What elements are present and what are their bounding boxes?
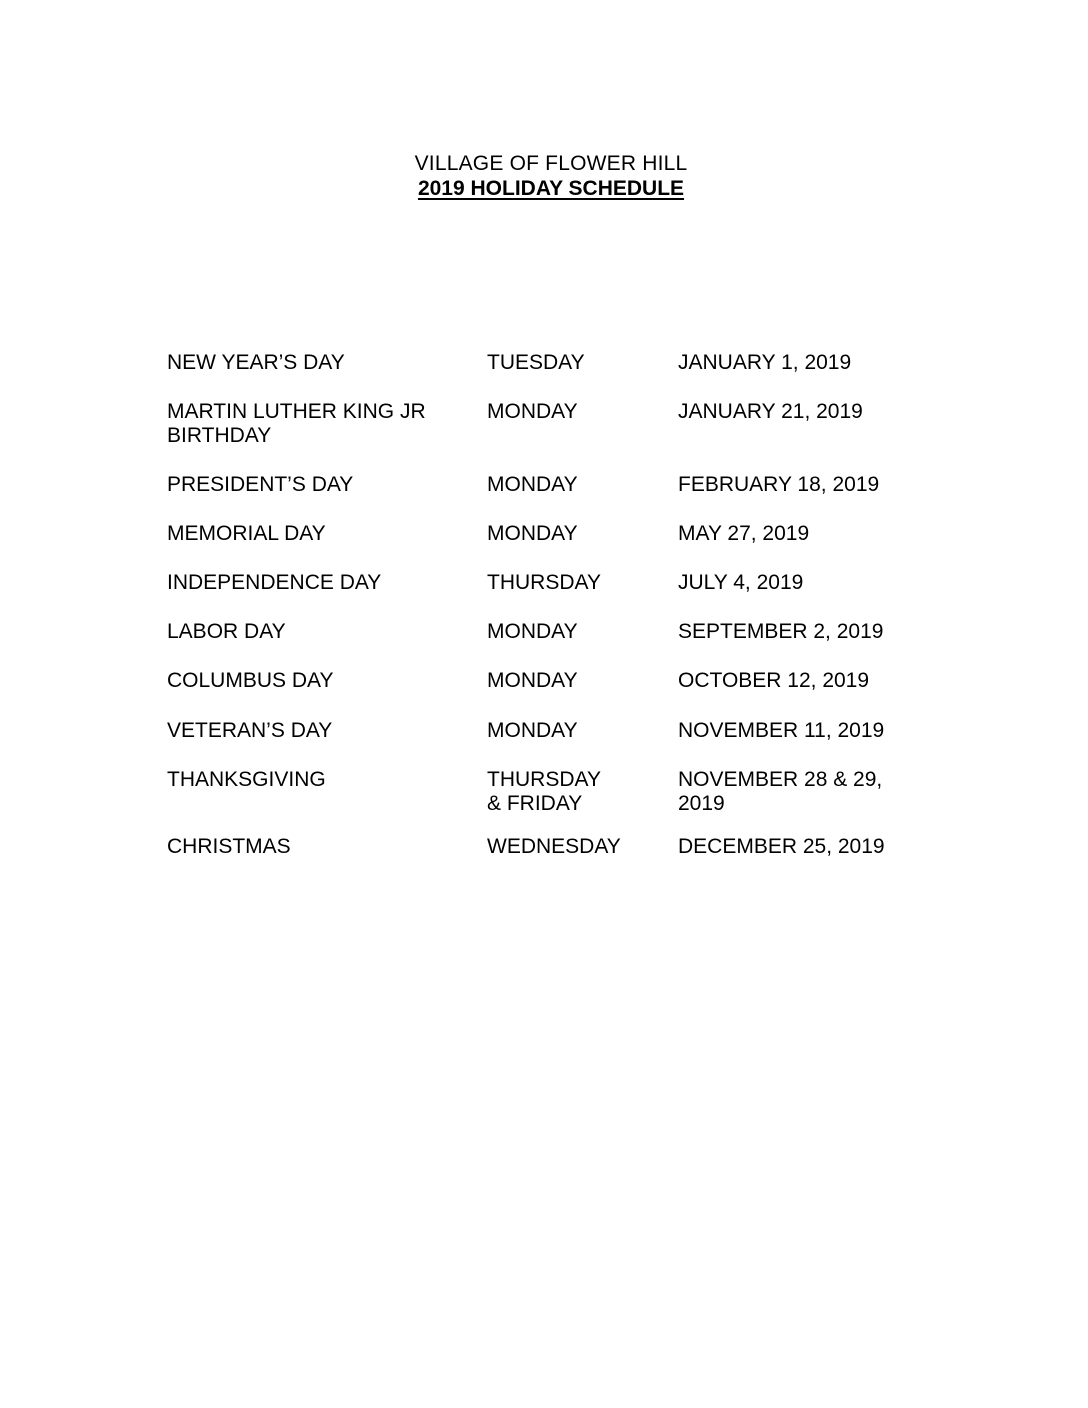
holiday-date: NOVEMBER 11, 2019 bbox=[678, 719, 885, 742]
holiday-date: OCTOBER 12, 2019 bbox=[678, 669, 870, 692]
holiday-name: NEW YEAR’S DAY bbox=[167, 351, 345, 374]
holiday-date: JANUARY 1, 2019 bbox=[678, 351, 852, 374]
holiday-weekday: MONDAY bbox=[487, 719, 578, 742]
holiday-row bbox=[167, 400, 927, 452]
holiday-name: INDEPENDENCE DAY bbox=[167, 571, 382, 594]
holiday-weekday: MONDAY bbox=[487, 669, 578, 692]
holiday-weekday: MONDAY bbox=[487, 400, 578, 423]
holiday-date: NOVEMBER 28 & 29, 2019 bbox=[678, 768, 883, 815]
holiday-row bbox=[167, 620, 927, 672]
holiday-row bbox=[167, 719, 927, 771]
holiday-row bbox=[167, 669, 927, 721]
holiday-date: DECEMBER 25, 2019 bbox=[678, 835, 885, 858]
holiday-weekday: TUESDAY bbox=[487, 351, 585, 374]
holiday-weekday: THURSDAY bbox=[487, 571, 601, 594]
holiday-weekday: THURSDAY & FRIDAY bbox=[487, 768, 601, 815]
holiday-date: SEPTEMBER 2, 2019 bbox=[678, 620, 884, 643]
holiday-date: JANUARY 21, 2019 bbox=[678, 400, 863, 423]
holiday-name: MARTIN LUTHER KING JR BIRTHDAY bbox=[167, 400, 426, 447]
holiday-date: FEBRUARY 18, 2019 bbox=[678, 473, 880, 496]
holiday-name: COLUMBUS DAY bbox=[167, 669, 334, 692]
holiday-row bbox=[167, 522, 927, 574]
holiday-date: JULY 4, 2019 bbox=[678, 571, 804, 594]
holiday-row bbox=[167, 473, 927, 525]
holiday-row bbox=[167, 351, 927, 403]
holiday-name: LABOR DAY bbox=[167, 620, 286, 643]
holiday-row bbox=[167, 571, 927, 623]
holiday-name: PRESIDENT’S DAY bbox=[167, 473, 354, 496]
holiday-weekday: MONDAY bbox=[487, 522, 578, 545]
holiday-date: MAY 27, 2019 bbox=[678, 522, 810, 545]
holiday-weekday: WEDNESDAY bbox=[487, 835, 621, 858]
holiday-name: THANKSGIVING bbox=[167, 768, 326, 791]
holiday-name: CHRISTMAS bbox=[167, 835, 291, 858]
holiday-row bbox=[167, 768, 927, 820]
holiday-row bbox=[167, 835, 927, 887]
schedule-title: 2019 HOLIDAY SCHEDULE bbox=[417, 177, 685, 200]
holiday-name: MEMORIAL DAY bbox=[167, 522, 326, 545]
holiday-weekday: MONDAY bbox=[487, 620, 578, 643]
organization-name: VILLAGE OF FLOWER HILL bbox=[414, 152, 688, 175]
holiday-name: VETERAN’S DAY bbox=[167, 719, 333, 742]
holiday-weekday: MONDAY bbox=[487, 473, 578, 496]
